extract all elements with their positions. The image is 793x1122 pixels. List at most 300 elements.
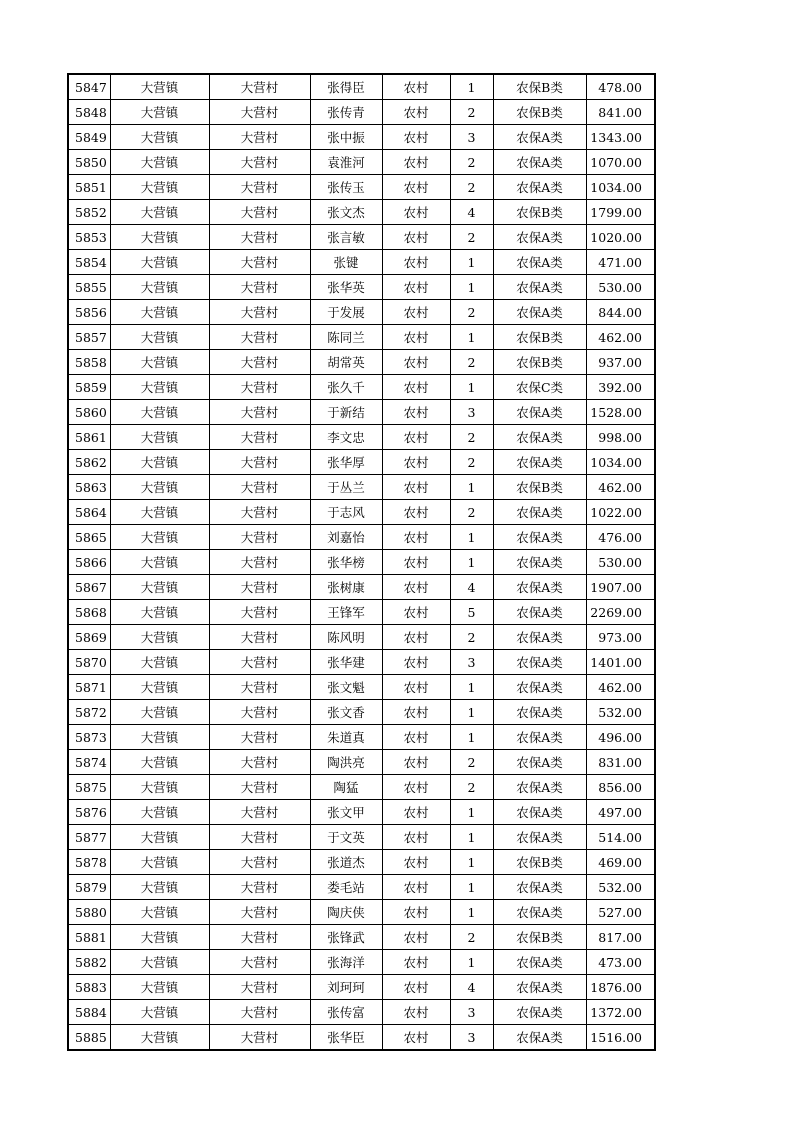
name-cell: 刘珂珂 (310, 975, 382, 1000)
amount-cell: 1799.00 (586, 200, 655, 225)
area-cell: 农村 (382, 900, 450, 925)
category-cell: 农保A类 (493, 1000, 586, 1025)
area-cell: 农村 (382, 850, 450, 875)
village-cell: 大营村 (209, 925, 310, 950)
village-cell: 大营村 (209, 175, 310, 200)
table-row (68, 100, 655, 125)
table-row (68, 925, 655, 950)
area-cell: 农村 (382, 300, 450, 325)
id-cell: 5852 (68, 200, 110, 225)
table-row (68, 850, 655, 875)
category-cell: 农保A类 (493, 825, 586, 850)
table-body (68, 74, 655, 1050)
id-cell: 5871 (68, 675, 110, 700)
name-cell: 张文甲 (310, 800, 382, 825)
id-cell: 5861 (68, 425, 110, 450)
town-cell: 大营镇 (110, 100, 209, 125)
category-cell: 农保A类 (493, 525, 586, 550)
category-cell: 农保A类 (493, 150, 586, 175)
amount-cell: 532.00 (586, 875, 655, 900)
name-cell: 张华建 (310, 650, 382, 675)
amount-cell: 471.00 (586, 250, 655, 275)
count-cell: 2 (450, 500, 493, 525)
id-cell: 5864 (68, 500, 110, 525)
table-row (68, 125, 655, 150)
id-cell: 5848 (68, 100, 110, 125)
village-cell: 大营村 (209, 875, 310, 900)
name-cell: 于发展 (310, 300, 382, 325)
id-cell: 5883 (68, 975, 110, 1000)
area-cell: 农村 (382, 875, 450, 900)
village-cell: 大营村 (209, 950, 310, 975)
category-cell: 农保A类 (493, 425, 586, 450)
id-cell: 5858 (68, 350, 110, 375)
town-cell: 大营镇 (110, 750, 209, 775)
area-cell: 农村 (382, 250, 450, 275)
name-cell: 娄毛站 (310, 875, 382, 900)
category-cell: 农保A类 (493, 600, 586, 625)
amount-cell: 473.00 (586, 950, 655, 975)
amount-cell: 1907.00 (586, 575, 655, 600)
table-row (68, 250, 655, 275)
category-cell: 农保A类 (493, 575, 586, 600)
area-cell: 农村 (382, 150, 450, 175)
count-cell: 4 (450, 975, 493, 1000)
count-cell: 4 (450, 575, 493, 600)
count-cell: 3 (450, 125, 493, 150)
village-cell: 大营村 (209, 750, 310, 775)
village-cell: 大营村 (209, 825, 310, 850)
name-cell: 陶洪亮 (310, 750, 382, 775)
village-cell: 大营村 (209, 475, 310, 500)
town-cell: 大营镇 (110, 450, 209, 475)
table-row (68, 650, 655, 675)
category-cell: 农保B类 (493, 350, 586, 375)
town-cell: 大营镇 (110, 675, 209, 700)
id-cell: 5851 (68, 175, 110, 200)
table-row (68, 325, 655, 350)
amount-cell: 1034.00 (586, 175, 655, 200)
town-cell: 大营镇 (110, 475, 209, 500)
name-cell: 张言敏 (310, 225, 382, 250)
village-cell: 大营村 (209, 1025, 310, 1051)
name-cell: 于新结 (310, 400, 382, 425)
count-cell: 1 (450, 475, 493, 500)
name-cell: 袁淮河 (310, 150, 382, 175)
id-cell: 5885 (68, 1025, 110, 1051)
village-cell: 大营村 (209, 700, 310, 725)
village-cell: 大营村 (209, 400, 310, 425)
town-cell: 大营镇 (110, 625, 209, 650)
village-cell: 大营村 (209, 425, 310, 450)
area-cell: 农村 (382, 525, 450, 550)
table-row (68, 700, 655, 725)
category-cell: 农保B类 (493, 850, 586, 875)
name-cell: 张锋武 (310, 925, 382, 950)
count-cell: 1 (450, 950, 493, 975)
count-cell: 2 (450, 175, 493, 200)
category-cell: 农保A类 (493, 175, 586, 200)
amount-cell: 1343.00 (586, 125, 655, 150)
area-cell: 农村 (382, 1025, 450, 1051)
village-cell: 大营村 (209, 600, 310, 625)
town-cell: 大营镇 (110, 900, 209, 925)
table-row (68, 750, 655, 775)
name-cell: 张华榜 (310, 550, 382, 575)
area-cell: 农村 (382, 275, 450, 300)
count-cell: 1 (450, 875, 493, 900)
area-cell: 农村 (382, 825, 450, 850)
village-cell: 大营村 (209, 575, 310, 600)
count-cell: 1 (450, 375, 493, 400)
name-cell: 于丛兰 (310, 475, 382, 500)
table-row (68, 375, 655, 400)
id-cell: 5880 (68, 900, 110, 925)
id-cell: 5881 (68, 925, 110, 950)
table-row (68, 425, 655, 450)
id-cell: 5863 (68, 475, 110, 500)
village-cell: 大营村 (209, 675, 310, 700)
area-cell: 农村 (382, 700, 450, 725)
id-cell: 5870 (68, 650, 110, 675)
village-cell: 大营村 (209, 250, 310, 275)
village-cell: 大营村 (209, 325, 310, 350)
count-cell: 1 (450, 675, 493, 700)
amount-cell: 1372.00 (586, 1000, 655, 1025)
name-cell: 张华厚 (310, 450, 382, 475)
table-row (68, 900, 655, 925)
town-cell: 大营镇 (110, 325, 209, 350)
count-cell: 1 (450, 525, 493, 550)
table-row (68, 625, 655, 650)
amount-cell: 478.00 (586, 74, 655, 100)
town-cell: 大营镇 (110, 800, 209, 825)
town-cell: 大营镇 (110, 600, 209, 625)
table-row (68, 725, 655, 750)
area-cell: 农村 (382, 775, 450, 800)
category-cell: 农保A类 (493, 550, 586, 575)
town-cell: 大营镇 (110, 1000, 209, 1025)
table-row (68, 400, 655, 425)
category-cell: 农保A类 (493, 775, 586, 800)
name-cell: 陈风明 (310, 625, 382, 650)
area-cell: 农村 (382, 800, 450, 825)
count-cell: 3 (450, 1025, 493, 1051)
area-cell: 农村 (382, 125, 450, 150)
village-cell: 大营村 (209, 900, 310, 925)
town-cell: 大营镇 (110, 150, 209, 175)
village-cell: 大营村 (209, 74, 310, 100)
id-cell: 5860 (68, 400, 110, 425)
area-cell: 农村 (382, 325, 450, 350)
town-cell: 大营镇 (110, 300, 209, 325)
amount-cell: 469.00 (586, 850, 655, 875)
category-cell: 农保A类 (493, 500, 586, 525)
table-row (68, 500, 655, 525)
amount-cell: 973.00 (586, 625, 655, 650)
count-cell: 2 (450, 425, 493, 450)
village-cell: 大营村 (209, 650, 310, 675)
table-row (68, 975, 655, 1000)
count-cell: 1 (450, 800, 493, 825)
amount-cell: 998.00 (586, 425, 655, 450)
name-cell: 陶猛 (310, 775, 382, 800)
town-cell: 大营镇 (110, 425, 209, 450)
category-cell: 农保B类 (493, 925, 586, 950)
id-cell: 5876 (68, 800, 110, 825)
town-cell: 大营镇 (110, 350, 209, 375)
count-cell: 1 (450, 900, 493, 925)
amount-cell: 462.00 (586, 325, 655, 350)
amount-cell: 937.00 (586, 350, 655, 375)
village-cell: 大营村 (209, 1000, 310, 1025)
village-cell: 大营村 (209, 550, 310, 575)
count-cell: 2 (450, 750, 493, 775)
count-cell: 1 (450, 725, 493, 750)
village-cell: 大营村 (209, 850, 310, 875)
category-cell: 农保A类 (493, 800, 586, 825)
category-cell: 农保A类 (493, 125, 586, 150)
area-cell: 农村 (382, 750, 450, 775)
category-cell: 农保A类 (493, 725, 586, 750)
name-cell: 张海洋 (310, 950, 382, 975)
amount-cell: 476.00 (586, 525, 655, 550)
name-cell: 张得臣 (310, 74, 382, 100)
village-cell: 大营村 (209, 100, 310, 125)
id-cell: 5882 (68, 950, 110, 975)
category-cell: 农保A类 (493, 450, 586, 475)
category-cell: 农保A类 (493, 650, 586, 675)
table-row (68, 950, 655, 975)
town-cell: 大营镇 (110, 725, 209, 750)
table-row (68, 475, 655, 500)
count-cell: 2 (450, 225, 493, 250)
village-cell: 大营村 (209, 275, 310, 300)
name-cell: 王锋军 (310, 600, 382, 625)
town-cell: 大营镇 (110, 375, 209, 400)
town-cell: 大营镇 (110, 525, 209, 550)
village-cell: 大营村 (209, 450, 310, 475)
town-cell: 大营镇 (110, 775, 209, 800)
id-cell: 5856 (68, 300, 110, 325)
amount-cell: 462.00 (586, 675, 655, 700)
area-cell: 农村 (382, 350, 450, 375)
area-cell: 农村 (382, 100, 450, 125)
name-cell: 张文杰 (310, 200, 382, 225)
name-cell: 胡常英 (310, 350, 382, 375)
count-cell: 2 (450, 150, 493, 175)
area-cell: 农村 (382, 925, 450, 950)
town-cell: 大营镇 (110, 650, 209, 675)
amount-cell: 841.00 (586, 100, 655, 125)
count-cell: 2 (450, 625, 493, 650)
id-cell: 5873 (68, 725, 110, 750)
name-cell: 张道杰 (310, 850, 382, 875)
town-cell: 大营镇 (110, 250, 209, 275)
id-cell: 5874 (68, 750, 110, 775)
id-cell: 5847 (68, 74, 110, 100)
village-cell: 大营村 (209, 375, 310, 400)
id-cell: 5855 (68, 275, 110, 300)
category-cell: 农保A类 (493, 400, 586, 425)
amount-cell: 1020.00 (586, 225, 655, 250)
table-row (68, 675, 655, 700)
area-cell: 农村 (382, 400, 450, 425)
town-cell: 大营镇 (110, 950, 209, 975)
id-cell: 5850 (68, 150, 110, 175)
table-row (68, 1025, 655, 1051)
id-cell: 5875 (68, 775, 110, 800)
id-cell: 5879 (68, 875, 110, 900)
amount-cell: 514.00 (586, 825, 655, 850)
id-cell: 5884 (68, 1000, 110, 1025)
area-cell: 农村 (382, 450, 450, 475)
amount-cell: 1022.00 (586, 500, 655, 525)
category-cell: 农保A类 (493, 300, 586, 325)
category-cell: 农保C类 (493, 375, 586, 400)
name-cell: 张文香 (310, 700, 382, 725)
amount-cell: 392.00 (586, 375, 655, 400)
village-cell: 大营村 (209, 150, 310, 175)
name-cell: 张华英 (310, 275, 382, 300)
name-cell: 于志风 (310, 500, 382, 525)
amount-cell: 2269.00 (586, 600, 655, 625)
name-cell: 张键 (310, 250, 382, 275)
town-cell: 大营镇 (110, 200, 209, 225)
table-row (68, 575, 655, 600)
table-row (68, 825, 655, 850)
town-cell: 大营镇 (110, 975, 209, 1000)
category-cell: 农保A类 (493, 625, 586, 650)
area-cell: 农村 (382, 175, 450, 200)
count-cell: 1 (450, 550, 493, 575)
name-cell: 刘嘉怡 (310, 525, 382, 550)
category-cell: 农保A类 (493, 700, 586, 725)
category-cell: 农保B类 (493, 475, 586, 500)
id-cell: 5862 (68, 450, 110, 475)
area-cell: 农村 (382, 500, 450, 525)
count-cell: 5 (450, 600, 493, 625)
id-cell: 5866 (68, 550, 110, 575)
id-cell: 5854 (68, 250, 110, 275)
town-cell: 大营镇 (110, 700, 209, 725)
name-cell: 张传玉 (310, 175, 382, 200)
amount-cell: 530.00 (586, 275, 655, 300)
count-cell: 1 (450, 325, 493, 350)
village-cell: 大营村 (209, 200, 310, 225)
count-cell: 2 (450, 450, 493, 475)
town-cell: 大营镇 (110, 925, 209, 950)
area-cell: 农村 (382, 600, 450, 625)
amount-cell: 462.00 (586, 475, 655, 500)
count-cell: 3 (450, 400, 493, 425)
amount-cell: 1528.00 (586, 400, 655, 425)
name-cell: 于文英 (310, 825, 382, 850)
village-cell: 大营村 (209, 800, 310, 825)
town-cell: 大营镇 (110, 550, 209, 575)
table-row (68, 300, 655, 325)
id-cell: 5859 (68, 375, 110, 400)
village-cell: 大营村 (209, 500, 310, 525)
town-cell: 大营镇 (110, 850, 209, 875)
name-cell: 李文忠 (310, 425, 382, 450)
category-cell: 农保A类 (493, 950, 586, 975)
count-cell: 4 (450, 200, 493, 225)
amount-cell: 1034.00 (586, 450, 655, 475)
id-cell: 5878 (68, 850, 110, 875)
area-cell: 农村 (382, 950, 450, 975)
area-cell: 农村 (382, 725, 450, 750)
town-cell: 大营镇 (110, 575, 209, 600)
village-cell: 大营村 (209, 975, 310, 1000)
id-cell: 5857 (68, 325, 110, 350)
amount-cell: 831.00 (586, 750, 655, 775)
amount-cell: 1401.00 (586, 650, 655, 675)
name-cell: 张中振 (310, 125, 382, 150)
id-cell: 5853 (68, 225, 110, 250)
count-cell: 3 (450, 650, 493, 675)
category-cell: 农保B类 (493, 200, 586, 225)
category-cell: 农保B类 (493, 325, 586, 350)
count-cell: 2 (450, 300, 493, 325)
table-row (68, 525, 655, 550)
area-cell: 农村 (382, 575, 450, 600)
count-cell: 2 (450, 350, 493, 375)
id-cell: 5868 (68, 600, 110, 625)
town-cell: 大营镇 (110, 400, 209, 425)
category-cell: 农保A类 (493, 275, 586, 300)
table-row (68, 175, 655, 200)
name-cell: 张传富 (310, 1000, 382, 1025)
table-row (68, 350, 655, 375)
name-cell: 张文魁 (310, 675, 382, 700)
area-cell: 农村 (382, 225, 450, 250)
category-cell: 农保A类 (493, 750, 586, 775)
name-cell: 张树康 (310, 575, 382, 600)
village-cell: 大营村 (209, 525, 310, 550)
table-row (68, 875, 655, 900)
town-cell: 大营镇 (110, 500, 209, 525)
town-cell: 大营镇 (110, 225, 209, 250)
count-cell: 2 (450, 775, 493, 800)
table-row (68, 74, 655, 100)
area-cell: 农村 (382, 650, 450, 675)
amount-cell: 530.00 (586, 550, 655, 575)
name-cell: 张久千 (310, 375, 382, 400)
amount-cell: 527.00 (586, 900, 655, 925)
category-cell: 农保A类 (493, 900, 586, 925)
area-cell: 农村 (382, 425, 450, 450)
amount-cell: 497.00 (586, 800, 655, 825)
category-cell: 农保A类 (493, 875, 586, 900)
amount-cell: 1070.00 (586, 150, 655, 175)
name-cell: 陈同兰 (310, 325, 382, 350)
amount-cell: 856.00 (586, 775, 655, 800)
count-cell: 1 (450, 850, 493, 875)
amount-cell: 496.00 (586, 725, 655, 750)
count-cell: 2 (450, 100, 493, 125)
count-cell: 1 (450, 700, 493, 725)
area-cell: 农村 (382, 475, 450, 500)
village-cell: 大营村 (209, 225, 310, 250)
amount-cell: 1876.00 (586, 975, 655, 1000)
amount-cell: 1516.00 (586, 1025, 655, 1051)
village-cell: 大营村 (209, 300, 310, 325)
table-row (68, 200, 655, 225)
table-row (68, 550, 655, 575)
count-cell: 1 (450, 74, 493, 100)
category-cell: 农保B类 (493, 100, 586, 125)
